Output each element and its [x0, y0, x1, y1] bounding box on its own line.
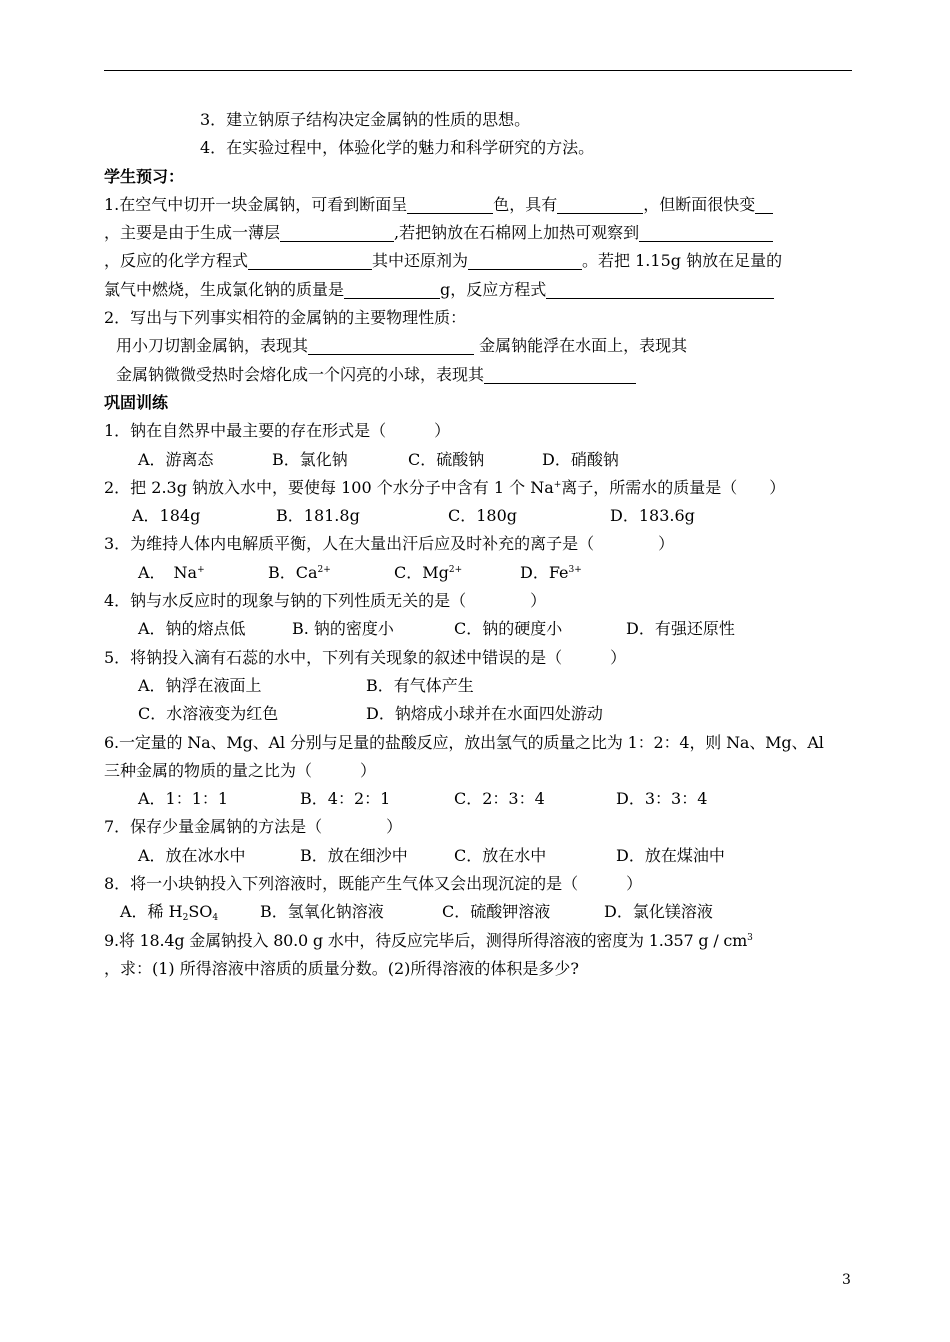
option-a[interactable]: A．游离态 — [138, 449, 214, 469]
practice-q9-line2: ，求：(1) 所得溶液中溶质的质量分数。(2)所得溶液的体积是多少? — [104, 958, 579, 978]
preview-q1-line2: ，主要是由于生成一薄层 ,若把钠放在石棉网上加热可观察到 — [104, 219, 852, 247]
option-c[interactable]: C．放在水中 — [454, 845, 547, 865]
practice-q3: 3．为维持人体内电解质平衡，人在大量出汗后应及时补充的离子是（ ） — [104, 534, 675, 554]
objective-3: 3．建立钠原子结构决定金属钠的性质的思想。 — [200, 110, 531, 129]
option-b[interactable]: B．有气体产生 — [366, 675, 474, 695]
option-d[interactable]: D．放在煤油中 — [616, 845, 725, 865]
answer-blank[interactable] — [344, 278, 440, 299]
practice-q3-options — [104, 559, 852, 587]
preview-q2-line1: 用小刀切割金属钠，表现其 金属钠能浮在水面上，表现其 — [116, 336, 688, 356]
option-b[interactable]: B．181.8g — [276, 506, 360, 526]
option-d[interactable]: D．有强还原性 — [626, 619, 735, 639]
option-c[interactable]: C．180g — [448, 506, 518, 526]
worksheet-body — [104, 106, 852, 983]
practice-q7: 7．保存少量金属钠的方法是（ ） — [104, 817, 403, 837]
option-a[interactable]: A．稀 $H_2SO_4$ — [120, 902, 219, 924]
option-b[interactable]: B．4：2：1 — [300, 789, 391, 809]
practice-q5: 5．将钠投入滴有石蕊的水中，下列有关现象的叙述中错误的是（ ） — [104, 647, 627, 667]
option-c[interactable]: C．$Mg^{2+}$ — [394, 562, 463, 582]
practice-q2: 2．把 2.3g 钠放入水中，要使每 100 个水分子中含有 1 个 Na+离子，所需水的质量是（ ） — [104, 477, 786, 497]
preview-q2: 2．写出与下列事实相符的金属钠的主要物理性质： — [104, 308, 467, 328]
option-a[interactable]: A．钠浮在液面上 — [138, 675, 262, 695]
option-b[interactable]: B．$Ca^{2+}$ — [268, 562, 331, 582]
practice-q6-options — [104, 785, 852, 813]
option-c[interactable]: C．2：3：4 — [454, 789, 545, 809]
option-a[interactable]: A．1：1：1 — [138, 789, 229, 809]
answer-blank[interactable] — [308, 334, 474, 355]
answer-blank[interactable] — [639, 221, 773, 242]
option-a[interactable]: A． Na+ — [138, 562, 205, 582]
answer-blank[interactable] — [546, 278, 774, 299]
option-d[interactable]: D．$Fe^{3+}$ — [520, 562, 582, 582]
practice-q5-options-row1 — [104, 672, 852, 700]
preview-q2-line2: 金属钠微微受热时会熔化成一个闪亮的小球，表现其 — [104, 361, 852, 389]
preview-heading: 学生预习： — [104, 166, 185, 186]
answer-blank[interactable] — [248, 249, 372, 270]
practice-q1-options — [104, 446, 852, 474]
answer-blank[interactable] — [468, 249, 582, 270]
answer-blank[interactable] — [755, 193, 773, 214]
option-d[interactable]: D．183.6g — [610, 506, 695, 526]
option-a[interactable]: A．钠的熔点低 — [138, 619, 246, 639]
practice-q7-options — [104, 842, 852, 870]
objective-4: 4．在实验过程中，体验化学的魅力和科学研究的方法。 — [200, 138, 595, 158]
practice-heading: 巩固训练 — [104, 392, 169, 412]
answer-blank[interactable] — [280, 221, 394, 242]
option-c[interactable]: C．水溶液变为红色 — [138, 704, 279, 724]
option-d[interactable]: D．钠熔成小球并在水面四处游动 — [366, 704, 603, 724]
preview-q1-line1: 1.在空气中切开一块金属钠，可看到断面呈 色，具有 ，但断面很快变 — [104, 191, 852, 219]
answer-blank[interactable] — [557, 193, 643, 214]
answer-blank[interactable] — [407, 193, 493, 214]
practice-q8: 8．将一小块钠投入下列溶液时，既能产生气体又会出现沉淀的是（ ） — [104, 874, 643, 894]
option-d[interactable]: D．3：3：4 — [616, 789, 708, 809]
preview-q1-line3: ，反应的化学方程式 其中还原剂为 。若把 1.15g 钠放在足量的 — [104, 251, 783, 271]
header-rule — [104, 70, 852, 71]
option-b[interactable]: B．氢氧化钠溶液 — [260, 902, 384, 922]
page-number: 3 — [842, 1272, 851, 1288]
practice-q9-line1: 9.将 18.4g 金属钠投入 80.0 g 水中，待反应完毕后，测得所得溶液的密度为 1.357 g / $cm^3$ — [104, 930, 753, 950]
answer-blank[interactable] — [484, 363, 636, 384]
option-c[interactable]: C．钠的硬度小 — [454, 619, 563, 639]
option-c[interactable]: C．硫酸钾溶液 — [442, 902, 551, 922]
practice-q6-line2: 三种金属的物质的量之比为（ ） — [104, 760, 377, 780]
practice-q6-line1: 6.一定量的 Na、Mg、Al 分别与足量的盐酸反应，放出氢气的质量之比为 1：2：4，则 Na、Mg、Al — [104, 732, 824, 752]
option-b[interactable]: B. 钠的密度小 — [292, 619, 394, 639]
practice-q1: 1．钠在自然界中最主要的存在形式是（ ） — [104, 421, 451, 441]
practice-q5-options-row2 — [104, 700, 852, 728]
option-b[interactable]: B．放在细沙中 — [300, 845, 408, 865]
option-d[interactable]: D．硝酸钠 — [542, 449, 619, 469]
preview-q1-line4: 氯气中燃烧，生成氯化钠的质量是 g，反应方程式 — [104, 276, 852, 304]
option-a[interactable]: A．放在冰水中 — [138, 845, 246, 865]
practice-q4-options — [104, 615, 852, 643]
practice-q2-options — [104, 502, 852, 530]
option-b[interactable]: B．氯化钠 — [272, 449, 348, 469]
practice-q4: 4．钠与水反应时的现象与钠的下列性质无关的是（ ） — [104, 591, 547, 611]
option-d[interactable]: D．氯化镁溶液 — [604, 902, 713, 922]
option-c[interactable]: C．硫酸钠 — [408, 449, 485, 469]
practice-q8-options — [104, 898, 852, 926]
option-a[interactable]: A．184g — [132, 506, 201, 526]
